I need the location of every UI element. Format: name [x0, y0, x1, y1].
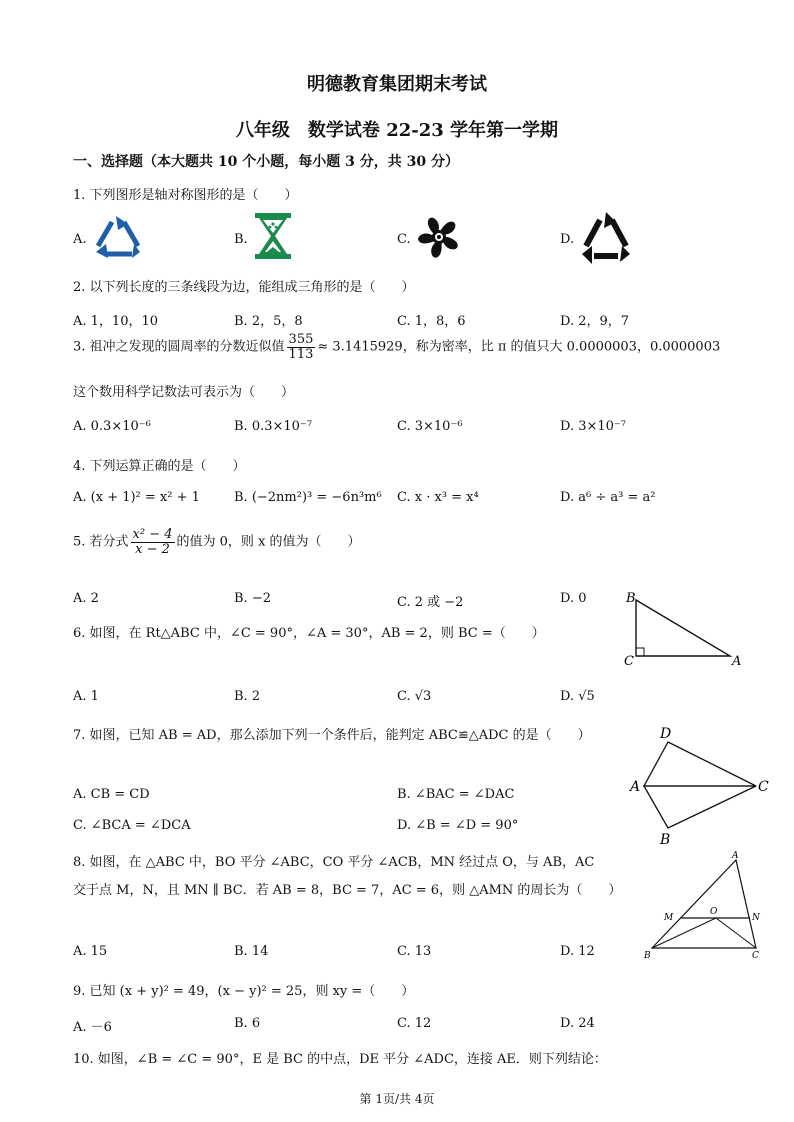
q4-option-c: C. x · x³ = x⁴ — [397, 490, 479, 505]
black-recycle-triangle-icon — [578, 210, 634, 266]
q6-right-triangle-figure — [620, 588, 750, 670]
q3-fraction-denominator: 113 — [288, 346, 314, 362]
q6-label-c: C — [624, 654, 634, 669]
recycle-triangle-icon — [92, 214, 144, 260]
q2-option-c: C. 1，8，6 — [397, 314, 466, 329]
q2-option-d: D. 2，9，7 — [560, 314, 630, 329]
spiral-flower-icon — [412, 210, 466, 264]
q8-option-a: A. 15 — [73, 944, 108, 959]
q6-label-a: A — [732, 654, 742, 669]
q3-option-a: A. 0.3×10⁻⁶ — [73, 419, 151, 434]
section-heading: 一、选择题（本大题共 10 个小题，每小题 3 分，共 30 分） — [73, 154, 459, 170]
q8-label-b: B — [644, 951, 651, 961]
q4-stem: 4. 下列运算正确的是（ ） — [73, 459, 246, 474]
q1-option-d: D. — [560, 232, 575, 247]
q2-option-a: A. 1，10，10 — [73, 314, 159, 329]
q5-option-d: D. 0 — [560, 591, 587, 606]
q3-stem-pre: 3. 祖冲之发现的圆周率的分数近似值 — [73, 339, 285, 355]
q8-stem-line1: 8. 如图，在 △ABC 中，BO 平分 ∠ABC，CO 平分 ∠ACB，MN 经过点 O，与 AB，AC — [73, 855, 595, 870]
q8-triangle-figure — [640, 850, 770, 962]
q5-option-c: C. 2 或 −2 — [397, 595, 464, 610]
q5-fraction-numerator: x² − 4 — [132, 527, 173, 542]
q5-fraction — [131, 528, 175, 556]
q7-option-b: B. ∠BAC = ∠DAC — [397, 787, 515, 802]
q8-label-o: O — [710, 907, 718, 917]
exam-title: 明德教育集团期末考试 — [307, 74, 487, 95]
q8-option-c: C. 13 — [397, 944, 432, 959]
q3-option-b: B. 0.3×10⁻⁷ — [234, 419, 312, 434]
q1-option-b: B. — [234, 232, 248, 247]
q3-stem — [73, 333, 720, 361]
q5-stem-pre: 5. 若分式 — [73, 534, 129, 550]
q2-option-b: B. 2，5，8 — [234, 314, 303, 329]
q6-option-b: B. 2 — [234, 689, 261, 704]
q7-option-d: D. ∠B = ∠D = 90° — [397, 818, 519, 833]
q9-stem: 9. 已知 (x + y)² = 49，(x − y)² = 25，则 xy =（ ） — [73, 984, 415, 999]
q4-option-a: A. (x + 1)² = x² + 1 — [73, 490, 200, 505]
q7-label-d: D — [660, 726, 672, 742]
q3-option-c: C. 3×10⁻⁶ — [397, 419, 463, 434]
q8-label-m: M — [664, 913, 674, 923]
q1-option-c: C. — [397, 232, 411, 247]
q9-option-c: C. 12 — [397, 1016, 432, 1031]
q7-label-b: B — [660, 832, 671, 848]
q3-stem-line2: 这个数用科学记数法可表示为（ ） — [73, 385, 295, 400]
q4-option-d: D. a⁶ ÷ a³ = a² — [560, 490, 656, 505]
q9-option-b: B. 6 — [234, 1016, 261, 1031]
q3-stem-post: ≈ 3.1415929，称为密率，比 π 的值只大 0.0000003，0.0000003 — [317, 339, 721, 355]
q6-option-a: A. 1 — [73, 689, 99, 704]
hourglass-icon — [253, 211, 293, 261]
q5-fraction-denominator: x − 2 — [135, 541, 170, 557]
q6-label-b: B — [626, 591, 636, 606]
q4-option-b: B. (−2nm²)³ = −6n³m⁶ — [234, 490, 382, 505]
q9-option-d: D. 24 — [560, 1016, 595, 1031]
page-number-footer: 第 1页/共 4页 — [359, 1092, 435, 1106]
q1-stem: 1. 下列图形是轴对称图形的是（ ） — [73, 188, 298, 203]
q5-stem — [73, 528, 361, 556]
q8-label-a: A — [732, 851, 739, 861]
q3-fraction — [287, 333, 316, 361]
q3-option-d: D. 3×10⁻⁷ — [560, 419, 627, 434]
q8-option-d: D. 12 — [560, 944, 595, 959]
q7-option-a: A. CB = CD — [73, 787, 150, 802]
exam-subtitle: 八年级 数学试卷 22-23 学年第一学期 — [235, 120, 559, 141]
q6-stem: 6. 如图，在 Rt△ABC 中，∠C = 90°，∠A = 30°，AB = 2，则 BC =（ ） — [73, 626, 545, 641]
q8-label-n: N — [752, 913, 760, 923]
q8-stem-line2: 交于点 M，N，且 MN ∥ BC．若 AB = 8，BC = 7，AC = 6，则 △AMN 的周长为（ ） — [73, 883, 622, 898]
q5-option-b: B. −2 — [234, 591, 271, 606]
q5-stem-post: 的值为 0，则 x 的值为（ ） — [176, 534, 361, 550]
q6-option-c: C. √3 — [397, 689, 432, 704]
q7-option-c: C. ∠BCA = ∠DCA — [73, 818, 191, 833]
q7-label-c: C — [758, 779, 769, 795]
q8-label-c: C — [752, 951, 759, 961]
q9-option-a: A. －6 — [73, 1020, 112, 1035]
q6-option-d: D. √5 — [560, 689, 595, 704]
q5-option-a: A. 2 — [73, 591, 99, 606]
q2-stem: 2. 以下列长度的三条线段为边，能组成三角形的是（ ） — [73, 280, 415, 295]
q7-label-a: A — [630, 779, 641, 795]
q10-stem: 10. 如图，∠B = ∠C = 90°，E 是 BC 的中点，DE 平分 ∠ADC，连接 AE．则下列结论： — [73, 1052, 607, 1067]
q8-option-b: B. 14 — [234, 944, 269, 959]
q1-option-a: A. — [73, 232, 87, 247]
q7-kite-figure — [622, 722, 774, 850]
q7-stem: 7. 如图，已知 AB = AD，那么添加下列一个条件后，能判定 ABC≌△ADC 的是（ ） — [73, 728, 591, 743]
q3-fraction-numerator: 355 — [288, 332, 314, 347]
